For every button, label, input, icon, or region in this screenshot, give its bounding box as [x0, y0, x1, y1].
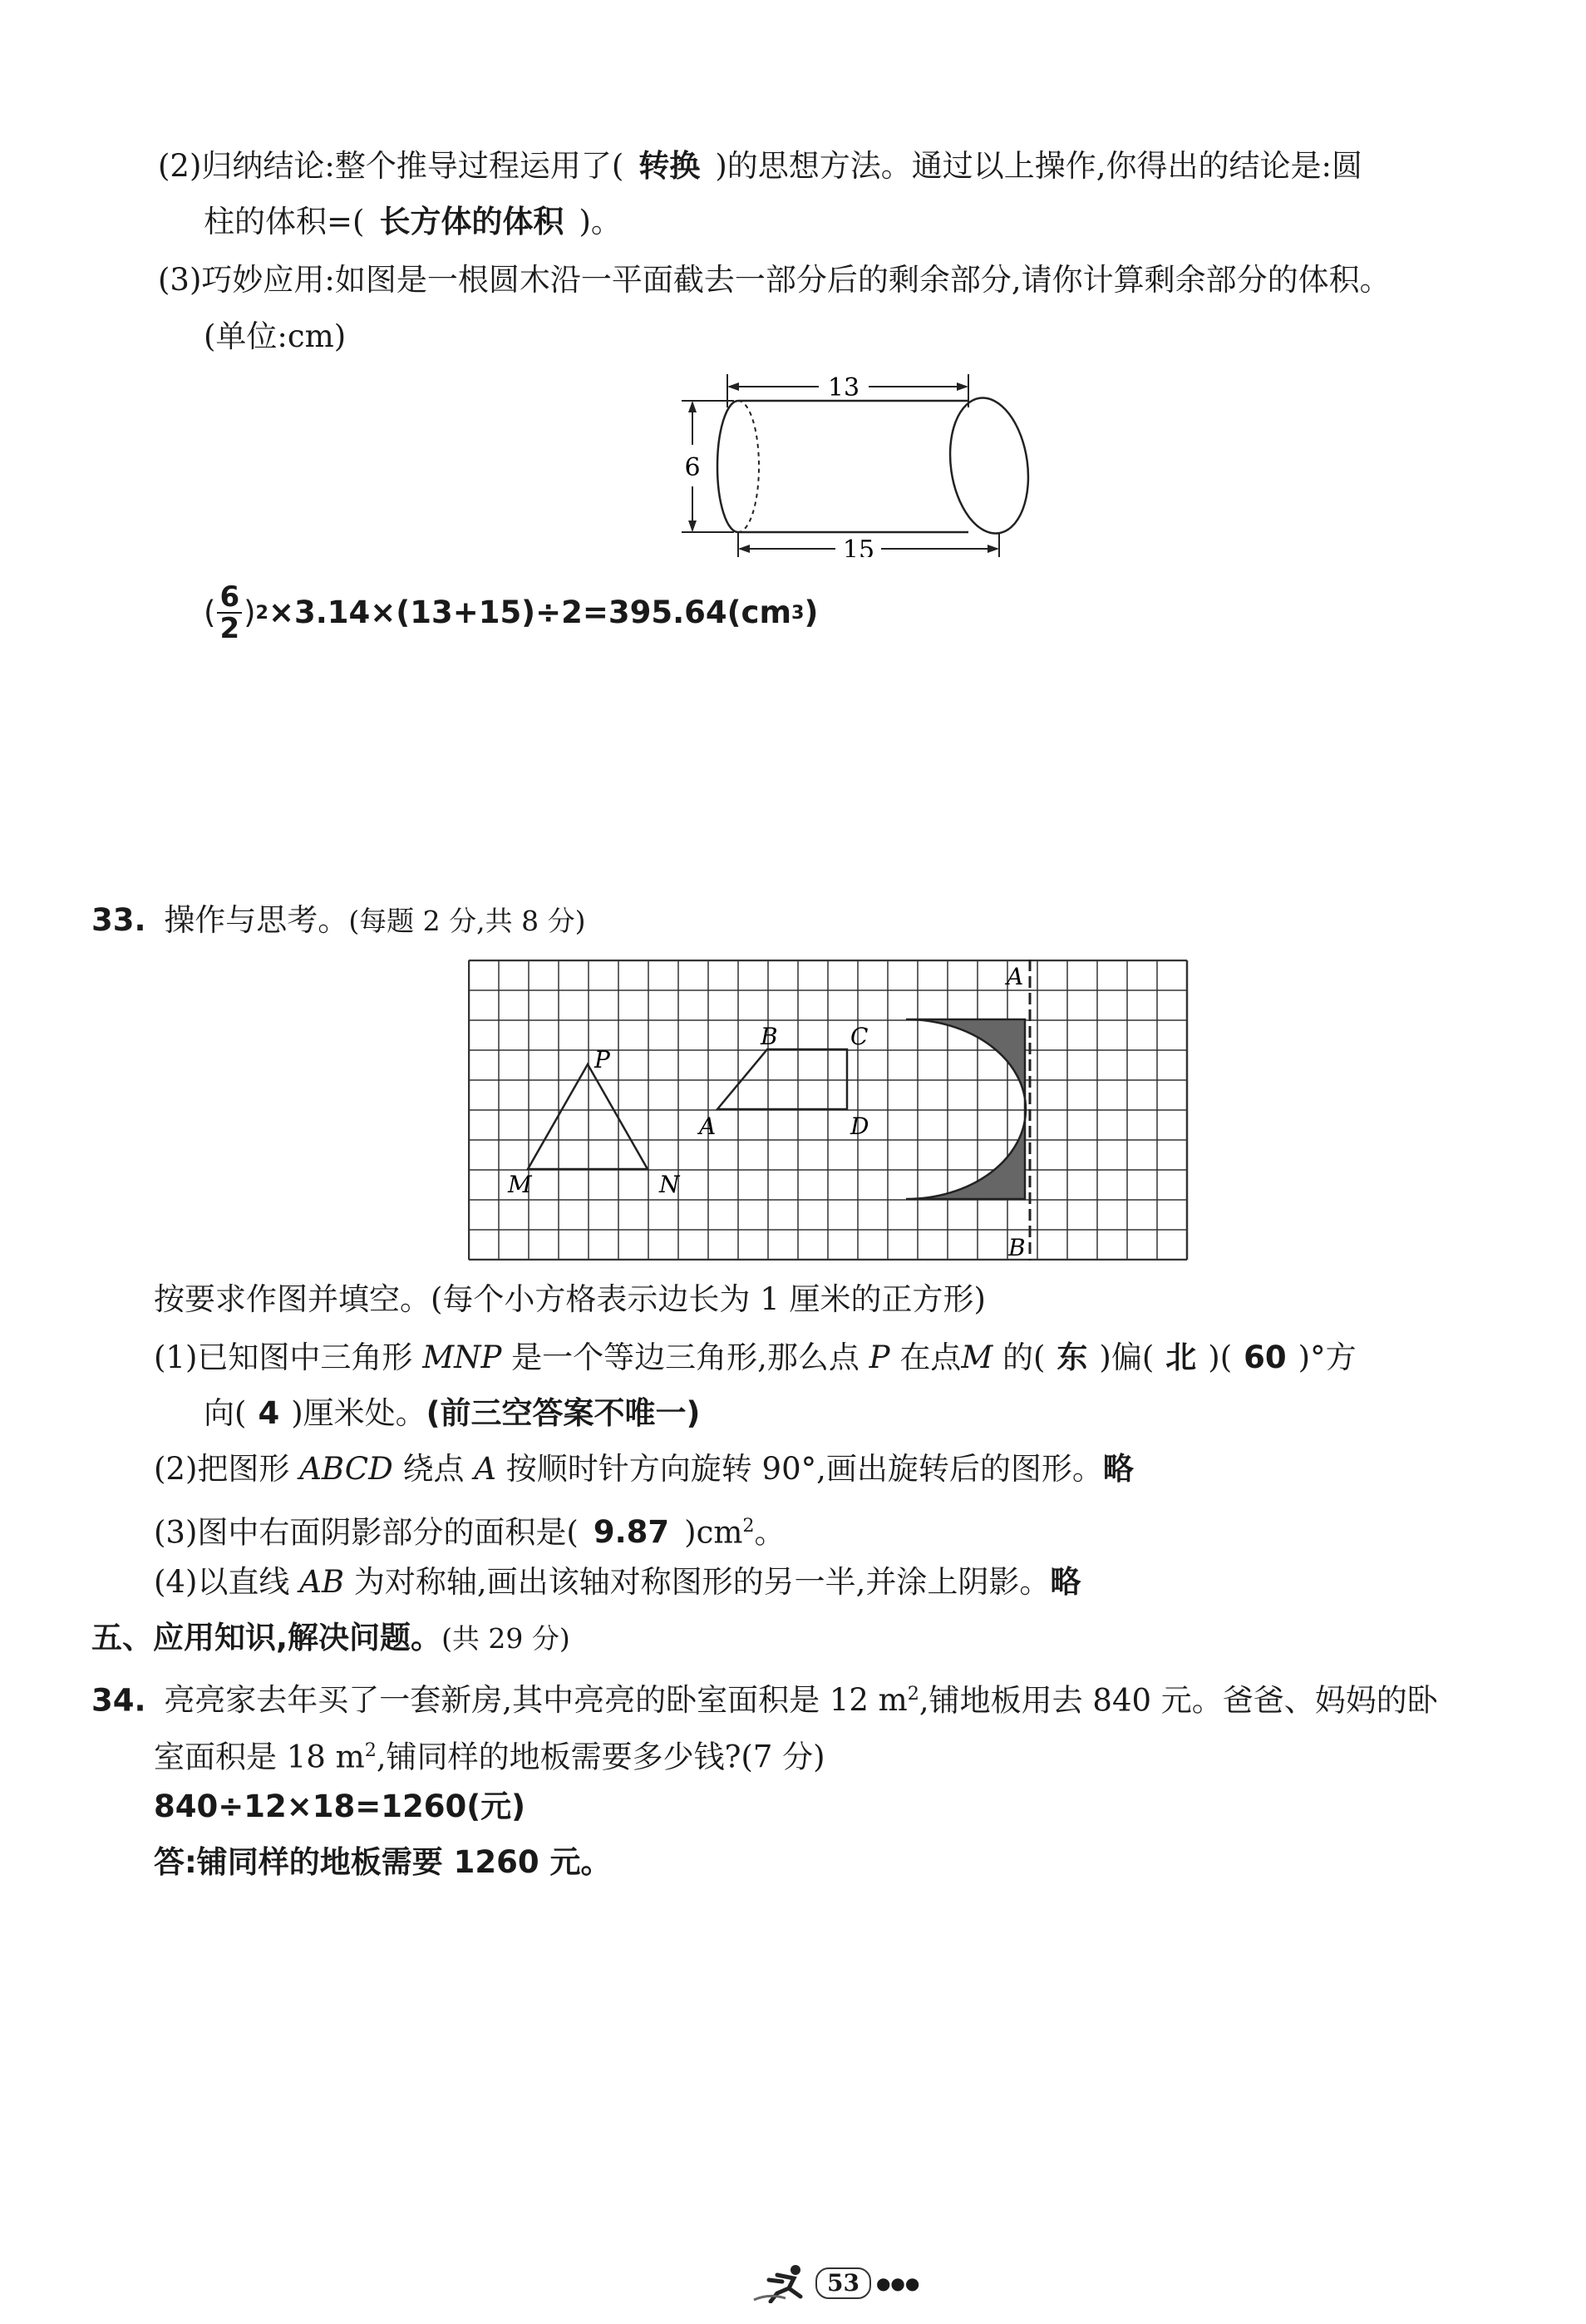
q33-sub2: (2)把图形 ABCD 绕点 A 按顺时针方向旋转 90°,画出旋转后的图形。略: [154, 1451, 1134, 1487]
label-axis-a: A: [1007, 963, 1024, 990]
runner-logo-icon: [752, 2263, 810, 2303]
q34-answer: 答:铺同样的地板需要 1260 元。: [154, 1844, 612, 1880]
q33-sub3: (3)图中右面阴影部分的面积是( 9.87 )$cm^2$。: [154, 1514, 786, 1551]
q34-line1: 34. 亮亮家去年买了一套新房,其中亮亮的卧室面积是 12 $m^2$,铺地板用去 840 元。爸爸、妈妈的卧: [91, 1682, 1438, 1719]
q34-calculation: 840÷12×18=1260(元): [154, 1789, 526, 1824]
label-m: M: [508, 1171, 532, 1198]
q34-line2: 室面积是 18 $m^2$,铺同样的地板需要多少钱?(7 分): [154, 1739, 825, 1775]
answer-blank: 长方体的体积: [379, 204, 564, 239]
q33-heading: 33. 操作与思考。(每题 2 分,共 8 分): [91, 902, 586, 938]
volume-formula: ( 6 2 ) 2 ×3.14×(13+15)÷2=395.64(cm 3 ): [204, 580, 819, 645]
answer-blank: 转换: [638, 148, 701, 184]
q33-sub1: (1)已知图中三角形 MNP 是一个等边三角形,那么点 P 在点M 的( 东 )偏( 北 )( 60 )°方: [154, 1340, 1357, 1375]
part3-line1: (3)巧妙应用:如图是一根圆木沿一平面截去一部分后的剩余部分,请你计算剩余部分的体积。: [158, 262, 1391, 298]
dim-left-label: 6: [684, 453, 701, 482]
label-c: C: [850, 1023, 869, 1050]
cut-cylinder-figure: [669, 366, 1035, 557]
part2-line2: 柱的体积=( 长方体的体积 )。: [204, 204, 622, 239]
dim-bottom-label: 15: [842, 535, 875, 557]
section5-title: 五、应用知识,解决问题。(共 29 分): [91, 1620, 570, 1655]
label-axis-b: B: [1008, 1234, 1026, 1261]
q33-instructions: 按要求作图并填空。(每个小方格表示边长为 1 厘米的正方形): [154, 1281, 986, 1317]
page-number: 53: [827, 2269, 859, 2297]
part3-unit: (单位:cm): [204, 318, 347, 354]
dots-decoration: ●●●: [875, 2273, 920, 2293]
label-a: A: [699, 1113, 717, 1140]
q33-sub1-cont: 向( 4 )厘米处。(前三空答案不唯一): [204, 1395, 701, 1431]
dim-top-label: 13: [827, 373, 860, 402]
grid-figure: [468, 960, 1191, 1261]
label-b: B: [761, 1023, 778, 1050]
q33-sub4: (4)以直线 AB 为对称轴,画出该轴对称图形的另一半,并涂上阴影。略: [154, 1564, 1081, 1600]
page-number-badge: [815, 2267, 871, 2299]
label-d: D: [850, 1113, 869, 1140]
fraction: 6 2: [217, 582, 242, 644]
page-footer: [752, 2263, 919, 2303]
label-n: N: [659, 1171, 680, 1198]
label-p: P: [594, 1046, 610, 1073]
part2-line1: (2)归纳结论:整个推导过程运用了( 转换 )的思想方法。通过以上操作,你得出的结论是:圆: [158, 148, 1362, 184]
